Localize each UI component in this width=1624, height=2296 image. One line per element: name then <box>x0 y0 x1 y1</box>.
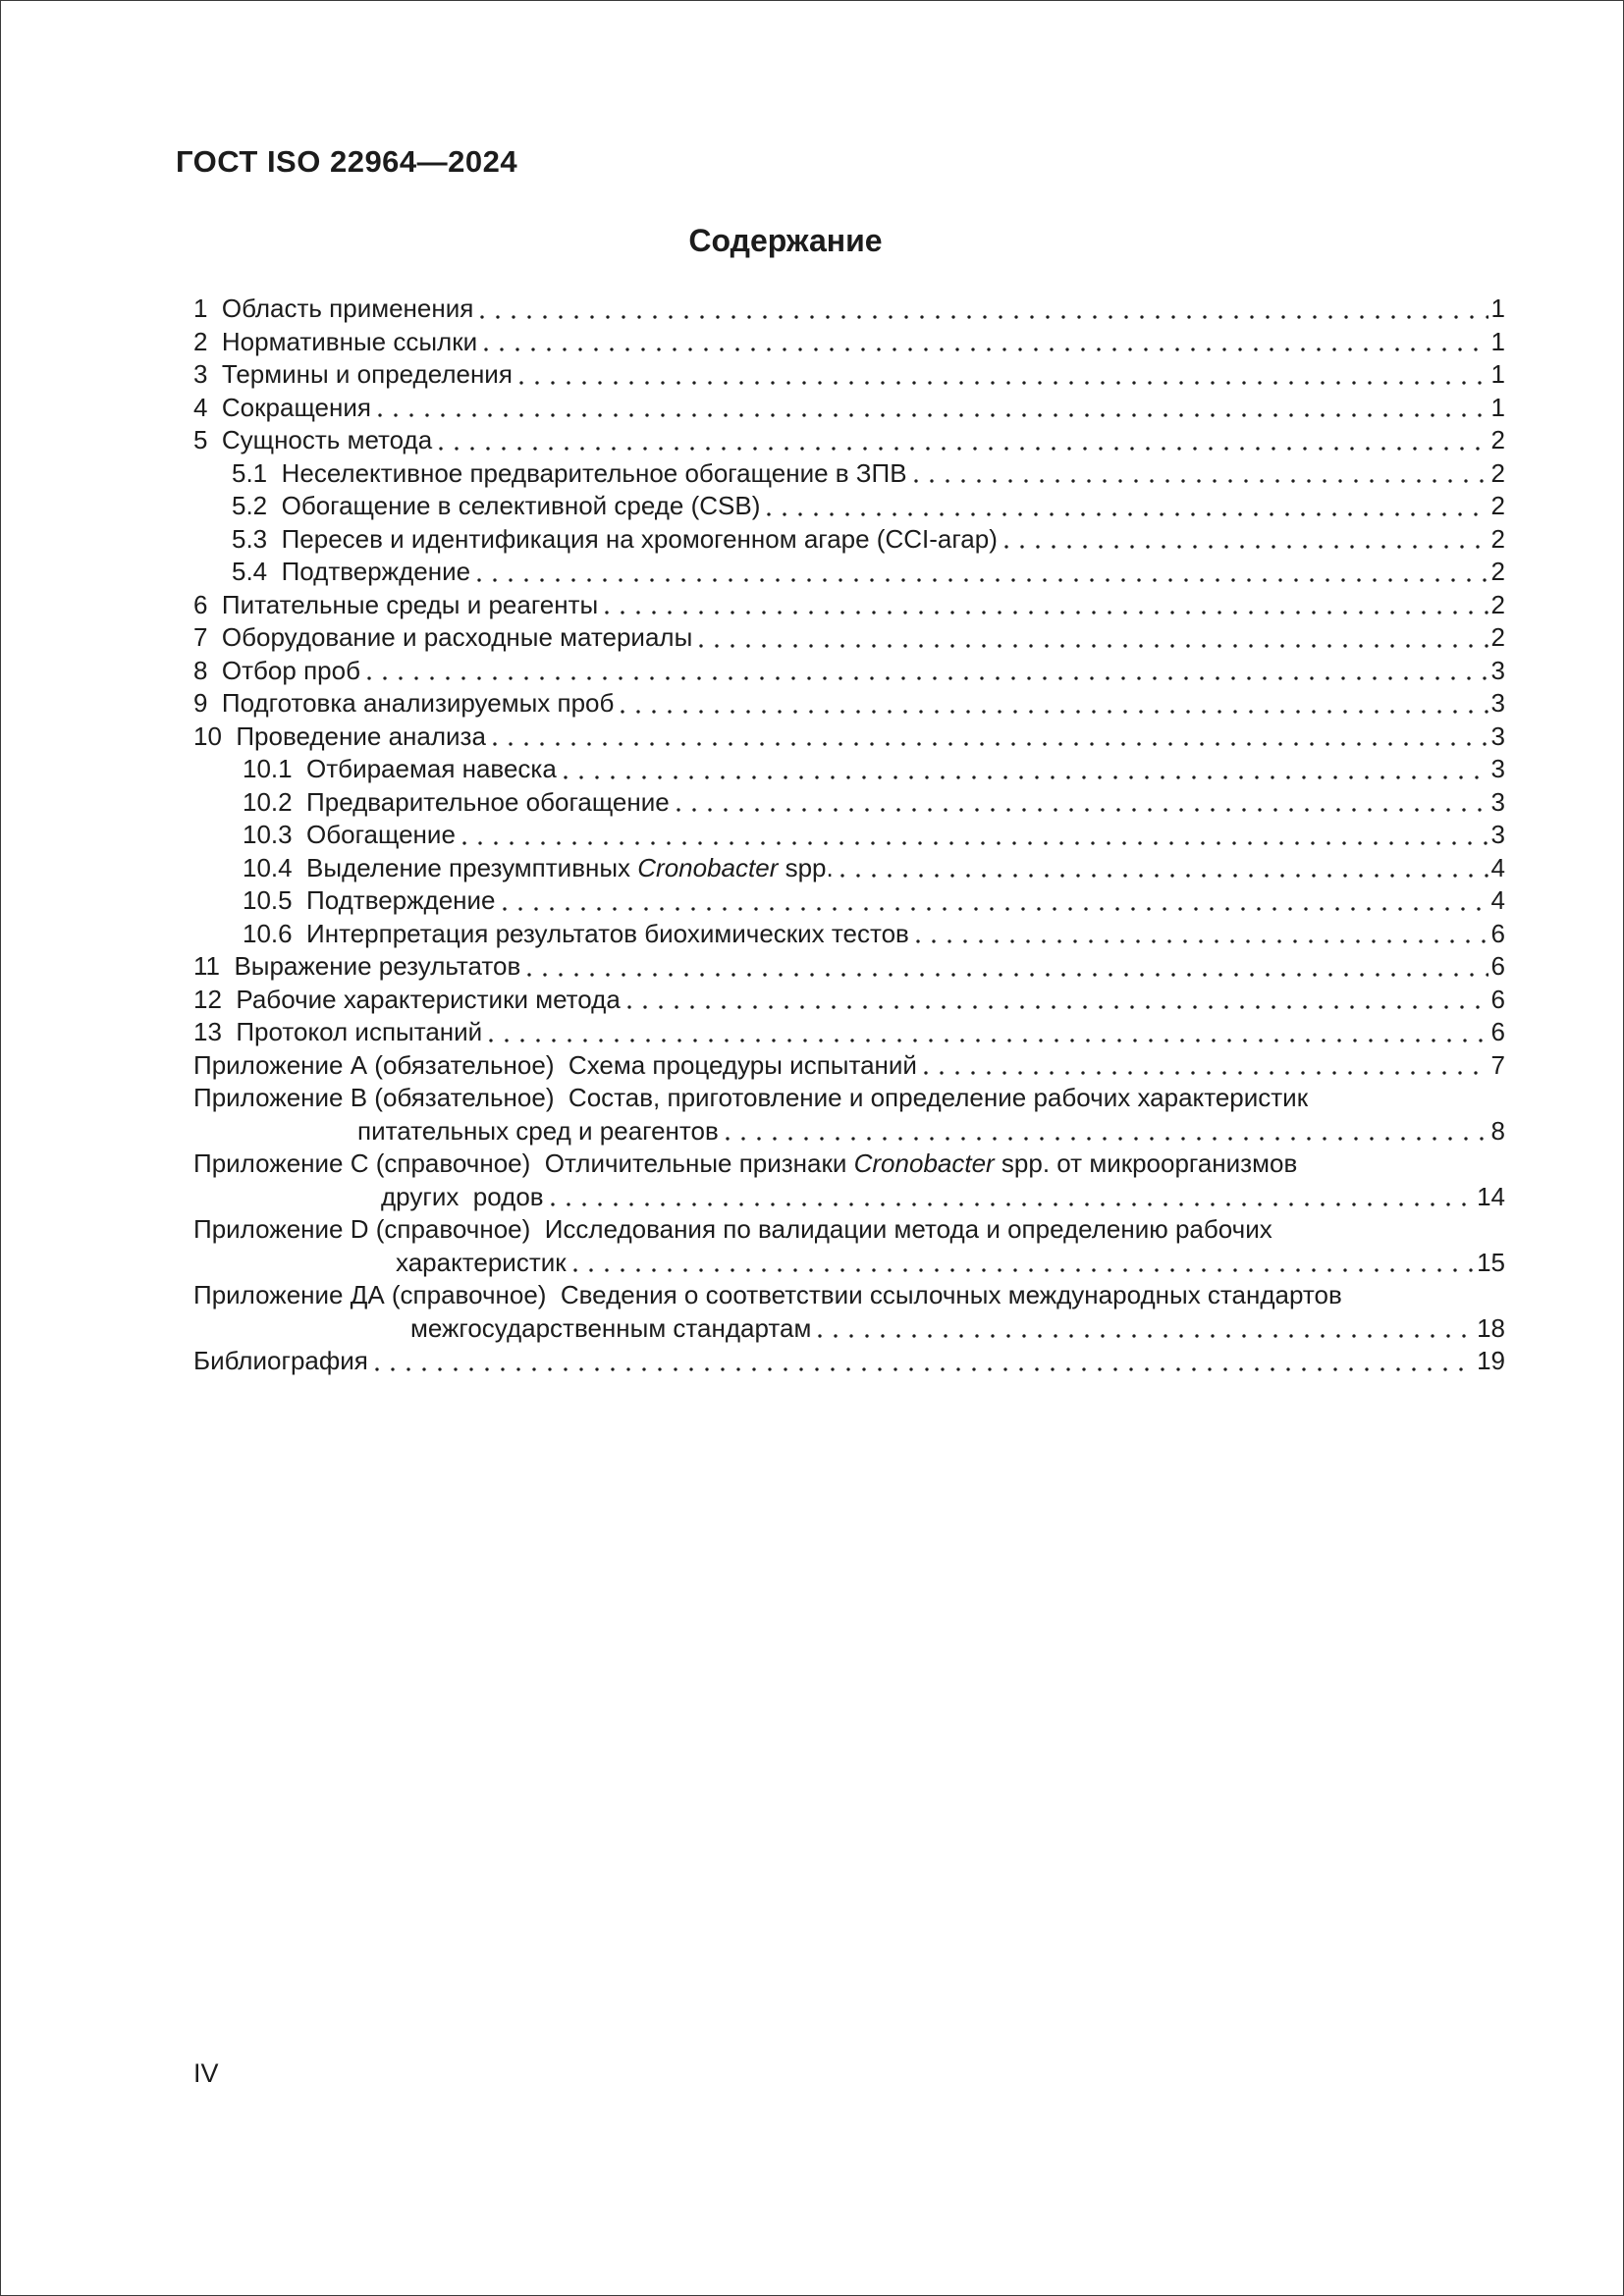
toc-entry-label <box>396 1247 567 1280</box>
toc-entry-label <box>193 1213 1272 1247</box>
toc-entry-label <box>193 950 520 984</box>
toc-page-number: 14 <box>1477 1181 1505 1211</box>
toc-entry-label <box>193 358 513 392</box>
dot-leader <box>818 1312 1474 1346</box>
toc-entry-label <box>243 753 557 786</box>
toc-entry-label <box>243 918 909 951</box>
toc-entry-label-text: 3 Термины и определения <box>193 359 513 389</box>
toc-entry <box>193 687 1505 721</box>
toc-entry <box>193 326 1505 359</box>
toc-entry-label <box>243 884 496 918</box>
toc-entry-label <box>193 1082 1308 1115</box>
toc-entry <box>193 358 1505 392</box>
toc-entry <box>193 1082 1505 1115</box>
dot-leader <box>767 490 1488 523</box>
toc-entry <box>193 852 1505 885</box>
toc-entry-label-text: 10.6 Интерпретация результатов биохимических тестов <box>243 918 909 948</box>
toc-entry <box>193 655 1505 688</box>
dot-leader <box>527 950 1488 984</box>
dot-leader <box>519 358 1489 392</box>
dot-leader <box>677 786 1489 820</box>
toc-entry-label <box>243 819 456 852</box>
dot-leader <box>924 1049 1489 1083</box>
toc-entry <box>193 1115 1505 1148</box>
toc-entry-label <box>193 621 692 655</box>
toc-entry-label <box>193 392 371 425</box>
toc-entry-label-text: Приложение А (обязательное) Схема процедуры испытаний <box>193 1049 917 1080</box>
toc-entry <box>193 293 1505 326</box>
toc-entry-label-text: 2 Нормативные ссылки <box>193 326 478 356</box>
toc-entry-label-italic: Cronobacter <box>853 1148 995 1178</box>
toc-entry-label-text: Приложение D (справочное) Исследования по валидации метода и определению рабочих <box>193 1214 1272 1244</box>
toc-entry <box>193 950 1505 984</box>
toc-entry-label <box>193 1345 368 1378</box>
toc-entry <box>193 457 1505 491</box>
toc-entry-label-text: Приложение С (справочное) Отличительные признаки <box>193 1148 854 1178</box>
toc-page-number: 2 <box>1490 557 1505 586</box>
toc-entry-label <box>193 655 360 688</box>
toc-entry-label <box>193 424 432 457</box>
dot-leader <box>840 852 1489 885</box>
toc-page-number: 2 <box>1490 425 1505 454</box>
toc-entry <box>193 621 1505 655</box>
dot-leader <box>462 819 1489 852</box>
toc-page-number: 7 <box>1490 1049 1505 1080</box>
toc-entry-label-text: 10 Проведение анализа <box>193 721 486 751</box>
toc-page-number: 1 <box>1490 326 1505 356</box>
toc-entry <box>193 786 1505 820</box>
toc-page-number: 6 <box>1490 1017 1505 1046</box>
footer-page-number: IV <box>193 2058 219 2088</box>
toc-entry <box>193 1312 1505 1346</box>
toc-entry-label-italic: Cronobacter <box>637 852 779 882</box>
toc-entry-label-text: других родов <box>381 1181 544 1211</box>
toc-entry-label-text: 5.1 Неселективное предварительное обогащение в ЗПВ <box>232 457 907 488</box>
toc-entry-label <box>193 687 614 721</box>
toc-entry-label-text: Приложение В (обязательное) Состав, приготовление и определение рабочих характеристик <box>193 1083 1309 1112</box>
toc-entry <box>193 1279 1505 1312</box>
dot-leader <box>605 589 1488 622</box>
toc-entry <box>193 490 1505 523</box>
dot-leader <box>375 1345 1474 1378</box>
toc-entry-label <box>193 1049 917 1083</box>
toc-page-number: 15 <box>1477 1247 1505 1277</box>
toc-entry <box>193 556 1505 589</box>
toc-entry-label-text: 10.3 Обогащение <box>243 820 456 849</box>
toc-entry <box>193 984 1505 1017</box>
toc-entry <box>193 1213 1505 1247</box>
dot-leader <box>484 326 1488 359</box>
toc-entry <box>193 1345 1505 1378</box>
toc-entry-label <box>410 1312 811 1346</box>
toc-entry <box>193 819 1505 852</box>
toc-entry <box>193 424 1505 457</box>
dot-leader <box>480 293 1488 326</box>
document-header: ГОСТ ISO 22964—2024 <box>176 144 518 179</box>
toc-entry-label <box>381 1181 544 1214</box>
toc-entry <box>193 1181 1505 1214</box>
toc-page-number: 4 <box>1490 852 1505 882</box>
dot-leader <box>493 721 1489 754</box>
toc-entry-label-text: 10.2 Предварительное обогащение <box>243 786 670 817</box>
toc-page-number: 8 <box>1490 1115 1505 1146</box>
toc-page-number: 2 <box>1490 491 1505 520</box>
toc-entry-label <box>232 556 470 589</box>
toc-entry-label <box>232 457 907 491</box>
toc-entry <box>193 392 1505 425</box>
toc-page-number: 3 <box>1490 688 1505 718</box>
toc-entry-label <box>193 1148 1297 1181</box>
toc-entry-label <box>243 852 834 885</box>
dot-leader <box>621 687 1488 721</box>
dot-leader <box>564 753 1489 786</box>
dot-leader <box>551 1181 1474 1214</box>
toc-entry-label-text: 5.4 Подтверждение <box>232 557 471 586</box>
dot-leader <box>699 621 1488 655</box>
toc-page-number: 2 <box>1490 523 1505 554</box>
toc-page-number: 3 <box>1490 655 1505 685</box>
toc-entry-label-text: spp. от микроорганизмов <box>994 1148 1298 1178</box>
toc-entry <box>193 918 1505 951</box>
toc-entry-label-text: 10.4 Выделение презумптивных <box>243 852 638 882</box>
toc-page-number: 3 <box>1490 820 1505 849</box>
toc-page-number: 3 <box>1490 786 1505 817</box>
toc-page-number: 4 <box>1490 885 1505 915</box>
toc-entry-label <box>193 589 598 622</box>
toc-page-number: 1 <box>1490 294 1505 323</box>
dot-leader <box>726 1115 1489 1148</box>
toc-entry <box>193 1148 1505 1181</box>
toc-page-number: 6 <box>1490 951 1505 981</box>
page-title: Содержание <box>688 223 883 258</box>
toc-entry-label <box>193 984 621 1017</box>
toc-entry-label-text: 8 Отбор проб <box>193 655 360 685</box>
toc-entry-label-text: 10.1 Отбираемая навеска <box>243 754 557 783</box>
toc-entry-label-text: 5.3 Пересев и идентификация на хромогенном агаре (CCI-агар) <box>232 523 998 554</box>
toc-page-number: 2 <box>1490 457 1505 488</box>
toc-entry <box>193 1016 1505 1049</box>
toc-page-number: 3 <box>1490 754 1505 783</box>
dot-leader <box>1004 523 1489 557</box>
toc-page-number: 2 <box>1490 622 1505 652</box>
toc-entry-label <box>232 490 760 523</box>
toc-entry <box>193 884 1505 918</box>
toc-page-number: 6 <box>1490 984 1505 1014</box>
toc-entry <box>193 721 1505 754</box>
toc-entry <box>193 589 1505 622</box>
toc-entry-label <box>193 293 473 326</box>
toc-entry <box>193 1247 1505 1280</box>
dot-leader <box>916 918 1489 951</box>
toc-page-number: 1 <box>1490 359 1505 389</box>
toc-page-number: 3 <box>1490 721 1505 751</box>
toc-entry-label-text: Приложение ДА (справочное) Сведения о соответствии ссылочных международных стандартов <box>193 1280 1342 1309</box>
toc-entry-label-text: 5.2 Обогащение в селективной среде (CSB) <box>232 491 761 520</box>
toc-entry-label-text: 1 Область применения <box>193 294 474 323</box>
toc-entry-label-text: межгосударственным стандартам <box>410 1312 812 1343</box>
toc-entry-label-text: 4 Сокращения <box>193 392 371 422</box>
toc-page-number: 2 <box>1490 589 1505 619</box>
toc-entry-label-text: 13 Протокол испытаний <box>193 1017 483 1046</box>
toc-page-number: 19 <box>1477 1346 1505 1375</box>
toc-entry-label <box>193 1016 482 1049</box>
toc-entry-label-text: 10.5 Подтверждение <box>243 885 496 915</box>
dot-leader <box>914 457 1489 491</box>
dot-leader <box>503 884 1489 918</box>
toc-entry-label-text: характеристик <box>396 1247 567 1277</box>
toc-page-number: 18 <box>1477 1312 1505 1343</box>
dot-leader <box>627 984 1489 1017</box>
toc-entry-label-text: 6 Питательные среды и реагенты <box>193 589 599 619</box>
toc-page-number: 1 <box>1490 392 1505 422</box>
dot-leader <box>367 655 1489 688</box>
toc-entry-label-text: 11 Выражение результатов <box>193 951 521 981</box>
toc-entry-label <box>357 1115 719 1148</box>
toc-entry-label-text: 12 Рабочие характеристики метода <box>193 984 621 1014</box>
dot-leader <box>489 1016 1488 1049</box>
dot-leader <box>573 1247 1474 1280</box>
toc-entry <box>193 523 1505 557</box>
toc-entry-label-text: 5 Сущность метода <box>193 425 433 454</box>
toc-entry-label-text: spp. <box>778 852 834 882</box>
toc-entry <box>193 1049 1505 1083</box>
toc-list <box>193 293 1505 1378</box>
toc-entry-label <box>243 786 670 820</box>
toc-entry-label-text: Библиография <box>193 1346 368 1375</box>
toc-entry-label-text: питательных сред и реагентов <box>357 1115 719 1146</box>
toc-page-number: 6 <box>1490 918 1505 948</box>
dot-leader <box>439 424 1488 457</box>
toc-entry-label <box>193 721 486 754</box>
toc-entry-label-text: 7 Оборудование и расходные материалы <box>193 622 693 652</box>
toc-entry-label <box>193 1279 1342 1312</box>
toc-entry-label <box>232 523 998 557</box>
dot-leader <box>378 392 1489 425</box>
toc-entry-label <box>193 326 477 359</box>
dot-leader <box>477 556 1488 589</box>
toc-entry <box>193 753 1505 786</box>
toc-entry-label-text: 9 Подготовка анализируемых проб <box>193 688 615 718</box>
